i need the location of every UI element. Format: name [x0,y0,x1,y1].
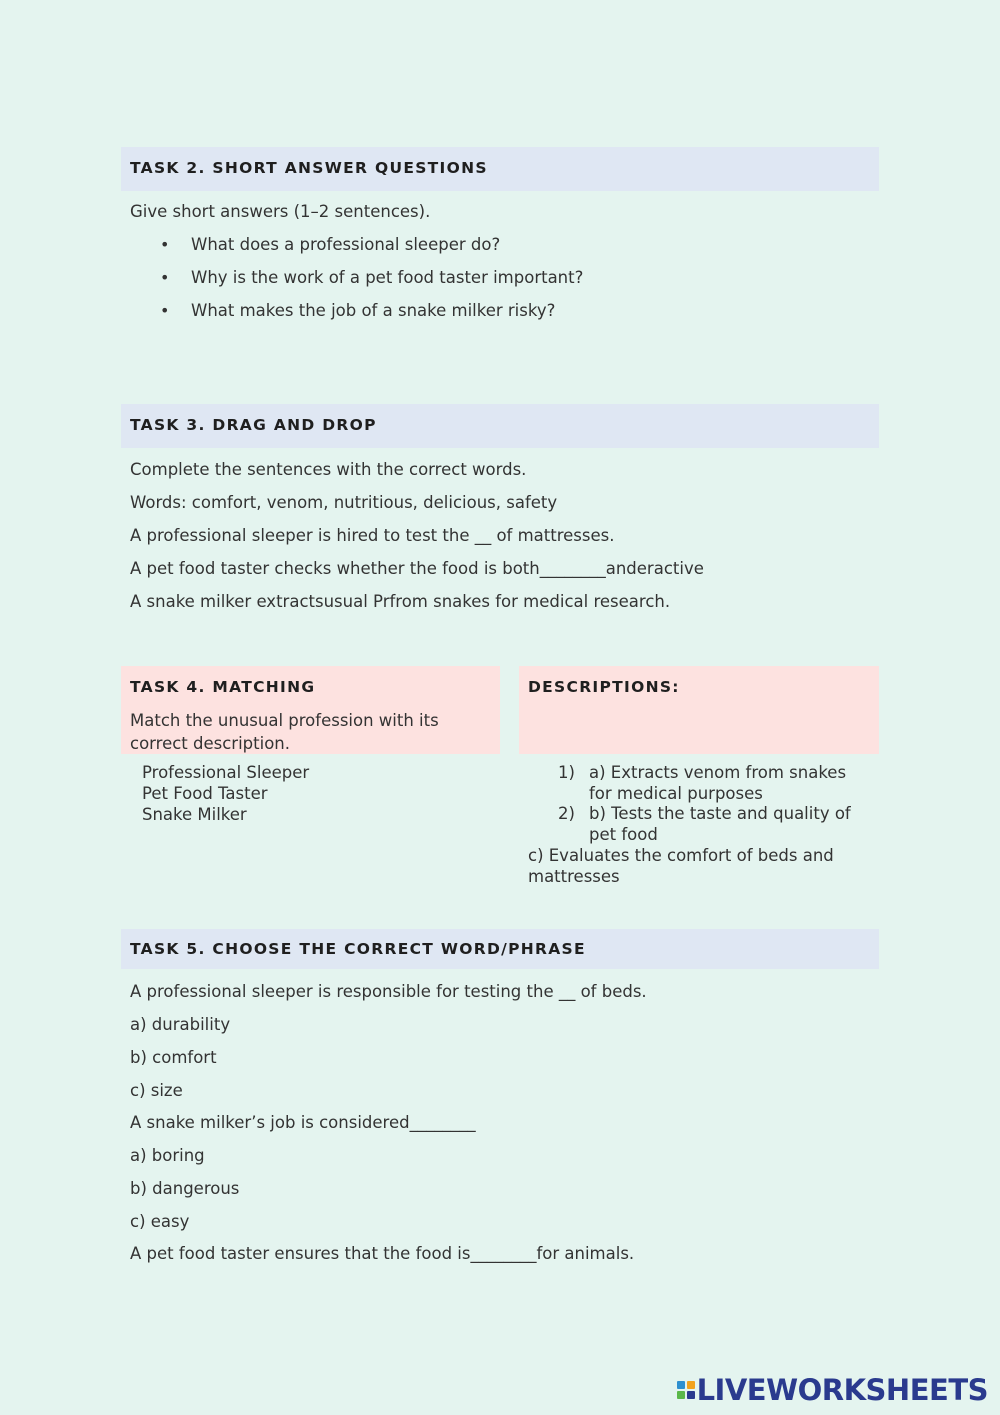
description-item: b) Tests the taste and quality of pet food [589,804,851,844]
task5-title: TASK 5. CHOOSE THE CORRECT WORD/PHRASE [130,940,586,958]
logo-grid-icon [677,1381,695,1399]
task2-question: What does a professional sleeper do? [191,235,501,254]
task4-instruction: Match the unusual profession with its correct description. [130,711,439,753]
task5-option: c) easy [130,1212,190,1231]
task5-line: A snake milker’s job is considered________ [130,1113,476,1132]
description-number: 2) [558,804,575,823]
task2-question: Why is the work of a pet food taster important? [191,268,584,287]
task3-line: A professional sleeper is hired to test the __ of mattresses. [130,526,615,545]
descriptions-title: DESCRIPTIONS: [528,678,680,696]
task3-title: TASK 3. DRAG AND DROP [130,416,377,434]
task3-line: Words: comfort, venom, nutritious, delicious, safety [130,493,558,512]
description-item-c: c) Evaluates the comfort of beds and mattresses [528,846,834,886]
task5-line: A pet food taster ensures that the food is________for animals. [130,1244,635,1263]
task5-option: b) comfort [130,1048,217,1067]
task2-title: TASK 2. SHORT ANSWER QUESTIONS [130,159,488,177]
descriptions-header [519,666,879,754]
task2-instruction: Give short answers (1–2 sentences). [130,202,431,221]
task3-line: A pet food taster checks whether the food is both________anderactive [130,559,704,578]
task4-header [121,666,500,754]
task3-header [121,404,879,448]
task2-question: What makes the job of a snake milker risky? [191,301,556,320]
bullet-icon: • [160,235,170,254]
task5-line: A professional sleeper is responsible for testing the __ of beds. [130,982,647,1001]
task3-line: Complete the sentences with the correct words. [130,460,527,479]
task2-header [121,147,879,191]
liveworksheets-logo[interactable] [677,1373,988,1407]
task4-title: TASK 4. MATCHING [130,678,316,696]
description-number: 1) [558,763,575,782]
task5-option: c) size [130,1081,183,1100]
description-item: a) Extracts venom from snakes for medical purposes [589,763,847,803]
profession-item: Pet Food Taster [142,784,268,803]
task5-option: a) durability [130,1015,231,1034]
profession-item: Professional Sleeper [142,763,310,782]
bullet-icon: • [160,268,170,287]
task5-option: b) dangerous [130,1179,240,1198]
task3-line: A snake milker extractsusual Prfrom snakes for medical research. [130,592,671,611]
logo-text: LIVEWORKSHEETS [696,1373,988,1407]
task5-header [121,929,879,969]
profession-item: Snake Milker [142,805,247,824]
task5-option: a) boring [130,1146,205,1165]
bullet-icon: • [160,301,170,320]
